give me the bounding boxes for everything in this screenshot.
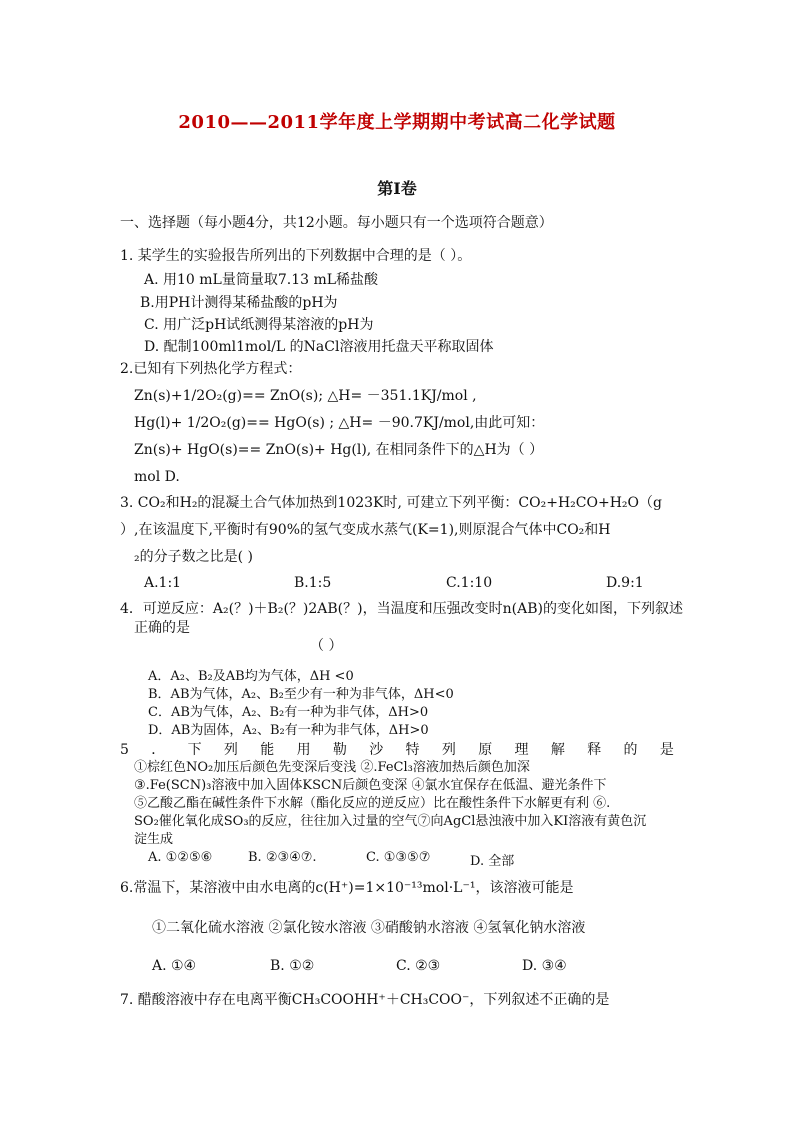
q3-options [144,575,644,591]
q6-option-c: C. ②③ [396,958,441,974]
q1-option-a: A. 用10 mL量筒量取7.13 mL稀盐酸 [144,272,379,288]
q3-line-3: ₂的分子数之比是( ) [134,549,253,565]
q6-option-a: A. ①④ [152,958,197,974]
q6-choices: ①二氧化硫水溶液 ②氯化铵水溶液 ③硝酸钠水溶液 ④氢氧化钠水溶液 [152,920,586,936]
q4-option-c: C．AB为气体，A₂、B₂有一种为非气体，ΔH>0 [148,705,429,720]
q5-option-d: D. 全部 [470,854,515,869]
q3-option-b: B.1:5 [294,575,332,591]
q5-option-a: A. ①②⑤⑥ [148,850,213,865]
q5-line-2: ①棕红色NO₂加压后颜色先变深后变浅 ②.FeCl₃溶液加热后颜色加深 [134,760,530,775]
q7-stem: 7. 醋酸溶液中存在电离平衡CH₃COOHH⁺＋CH₃COO⁻，下列叙述不正确的是 [120,992,610,1008]
q5-stem-char: ． [151,742,166,758]
q3-line-2: ）,在该温度下,平衡时有90%的氢气变成水蒸气(K=1),则原混合气体中CO₂和H [120,522,611,538]
q5-stem-char: 能 [260,742,275,758]
q5-stem-char: 勒 [332,742,347,758]
part-heading: 一、选择题（每小题4分，共12小题。每小题只有一个选项符合题意） [120,215,553,231]
q3-option-d: D.9:1 [606,575,644,591]
q6-stem: 6.常温下，某溶液中由水电离的c(H⁺)=1×10⁻¹³mol·L⁻¹，该溶液可能是 [120,880,574,896]
q5-line-5: SO₂催化氧化成SO₃的反应，往往加入过量的空气⑦向AgCl悬浊液中加入KI溶液有黄色沉 [134,814,647,829]
section-heading: 第Ⅰ卷 [377,179,417,198]
q5-line-6: 淀生成 [134,832,174,847]
q5-stem [120,741,674,759]
q5-stem-char: 下 [187,742,202,758]
q4-option-d: D．AB为固体，A₂、B₂有一种为非气体，ΔH>0 [148,723,429,738]
q5-line-4: ⑤乙酸乙酯在碱性条件下水解（酯化反应的逆反应）比在酸性条件下水解更有利 ⑥. [134,796,611,811]
q5-stem-char: 5 [120,742,129,758]
q2-equation-2: Hg(l)+ 1/2O₂(g)== HgO(s) ; △H= －90.7KJ/mol,由此可知： [134,415,545,431]
q5-stem-char: 特 [405,742,420,758]
q4-line-2: 正确的是 [134,620,190,636]
q3-option-c: C.1:10 [446,575,493,591]
q5-stem-char: 理 [514,742,529,758]
q5-line-3: ③.Fe(SCN)₃溶液中加入固体KSCN后颜色变深 ④氯水宜保存在低温、避光条件下 [134,778,607,793]
exam-title: 2010——2011学年度上学期期中考试高二化学试题 [178,112,616,133]
q2-equation-3: Zn(s)+ HgO(s)== ZnO(s)+ Hg(l), 在相同条件下的△H为（ ） [134,442,544,458]
q5-stem-char: 解 [550,742,565,758]
q5-stem-char: 列 [223,742,238,758]
q5-option-c: C. ①③⑤⑦ [366,850,431,865]
q5-stem-char: 释 [587,742,602,758]
q3-option-a: A.1:1 [144,575,182,591]
q5-stem-char: 列 [441,742,456,758]
q2-tail: mol D. [134,469,180,485]
q4-option-a: A．A₂、B₂及AB均为气体，ΔH <0 [148,669,354,684]
q5-option-b: B. ②③④⑦. [248,850,317,865]
q3-line-1: 3. CO₂和H₂的混凝土合气体加热到1023K时, 可建立下列平衡：CO₂+H₂CO+H₂O（g [120,495,662,511]
q4-option-b: B．AB为气体，A₂、B₂至少有一种为非气体，ΔH<0 [148,687,454,702]
q5-stem-char: 用 [296,742,311,758]
q4-answer-paren: （ ） [310,638,343,654]
q5-stem-char: 原 [478,742,493,758]
q6-option-b: B. ①② [270,958,315,974]
q1-stem: 1. 某学生的实验报告所列出的下列数据中合理的是（ ）。 [120,248,472,264]
q5-stem-char: 沙 [369,742,384,758]
q2-equation-1: Zn(s)+1/2O₂(g)== ZnO(s); △H= －351.1KJ/mol , [134,388,477,404]
q6-option-d: D. ③④ [522,958,567,974]
q5-options [148,850,514,869]
q1-option-d: D. 配制100ml1mol/L 的NaCl溶液用托盘天平称取固体 [144,339,494,355]
q5-stem-char: 是 [659,742,674,758]
q6-options [152,958,567,974]
q5-stem-char: 的 [623,742,638,758]
q2-stem: 2.已知有下列热化学方程式： [120,361,302,377]
q4-line-1: 4．可逆反应：A₂(？)＋B₂(？)2AB(？)，当温度和压强改变时n(AB)的变化如图，下列叙述 [120,601,683,617]
q1-option-b: B.用PH计测得某稀盐酸的pH为 [140,295,338,311]
q1-option-c: C. 用广泛pH试纸测得某溶液的pH为 [144,317,374,333]
